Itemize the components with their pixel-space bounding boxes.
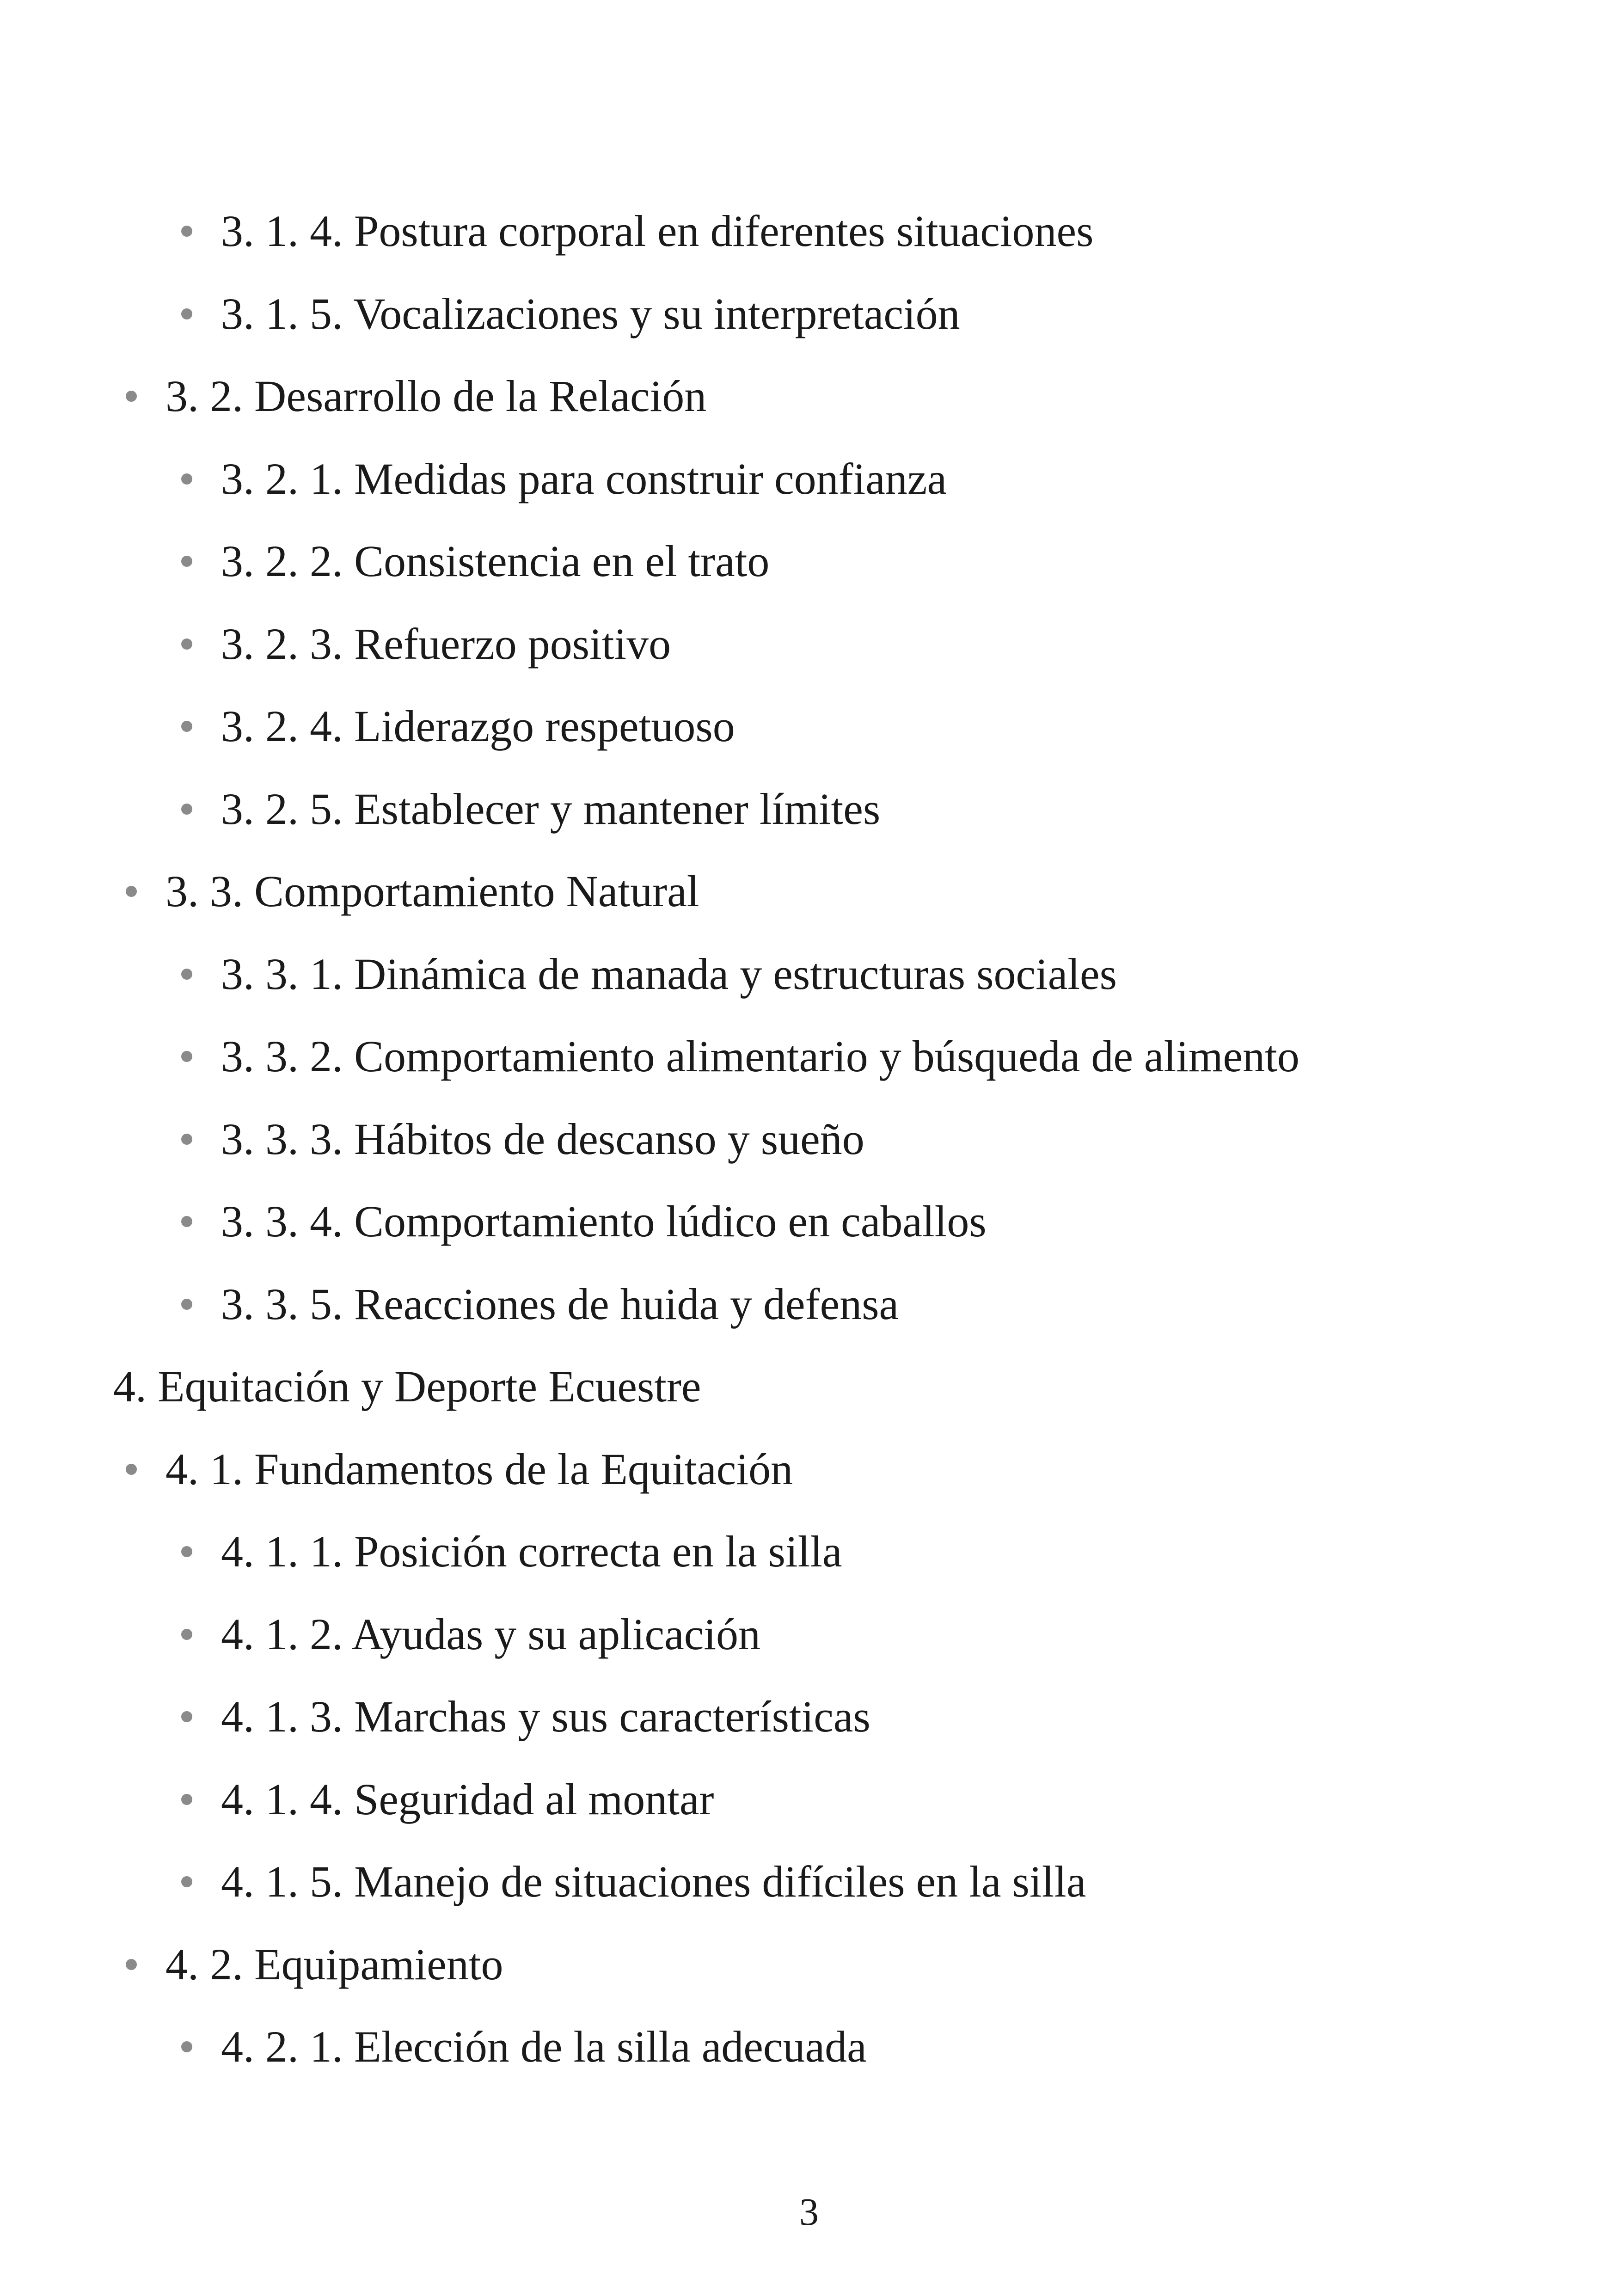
bullet-icon [181, 638, 192, 650]
toc-subsection-item [181, 699, 735, 754]
toc-section-item [126, 368, 706, 424]
toc-subsection-item [181, 534, 769, 589]
toc-entry-text: 4. 1. 3. Marchas y sus características [221, 1692, 870, 1741]
bullet-icon [181, 308, 192, 319]
toc-entry-text: 3. 2. 1. Medidas para construir confianza [221, 454, 947, 503]
toc-entry-text: 3. 2. 2. Consistencia en el trato [221, 536, 770, 586]
toc-entry-text: 3. 3. 4. Comportamiento lúdico en caballos [221, 1197, 987, 1246]
toc-entry-text: 3. 3. 3. Hábitos de descanso y sueño [221, 1114, 864, 1164]
toc-section-item [126, 1442, 793, 1497]
bullet-icon [181, 1051, 192, 1062]
bullet-icon [181, 1794, 192, 1805]
bullet-icon [181, 473, 192, 485]
toc-section-item [126, 1937, 503, 1992]
toc-subsection-item [181, 1689, 870, 1744]
toc-entry-text: 3. 2. 5. Establecer y mantener límites [221, 784, 881, 834]
toc-subsection-item [181, 616, 671, 672]
bullet-icon [181, 721, 192, 732]
toc-entry-text: 4. 1. 5. Manejo de situaciones difíciles en la silla [221, 1857, 1086, 1906]
bullet-icon [126, 1464, 137, 1475]
toc-subsection-item [181, 451, 947, 507]
toc-subsection-item [181, 1111, 864, 1167]
toc-chapter-heading [113, 1359, 701, 1414]
bullet-icon [181, 1299, 192, 1310]
bullet-icon [181, 226, 192, 237]
toc-entry-text: 3. 2. 3. Refuerzo positivo [221, 619, 671, 669]
bullet-icon [181, 1216, 192, 1227]
toc-section-item [126, 864, 699, 919]
toc-entry-text: 4. Equitación y Deporte Ecuestre [113, 1362, 701, 1411]
bullet-icon [181, 1876, 192, 1887]
toc-subsection-item [181, 1854, 1086, 1909]
toc-entry-text: 3. 3. 5. Reacciones de huida y defensa [221, 1279, 899, 1329]
toc-entry-text: 3. 3. 1. Dinámica de manada y estructuras sociales [221, 949, 1117, 999]
bullet-icon [126, 886, 137, 897]
toc-entry-text: 3. 2. Desarrollo de la Relación [165, 371, 707, 421]
toc-subsection-item [181, 1277, 899, 1332]
toc-entry-text: 4. 1. 4. Seguridad al montar [221, 1774, 714, 1824]
toc-subsection-item [181, 1607, 760, 1662]
bullet-icon [181, 556, 192, 567]
bullet-icon [181, 2041, 192, 2052]
toc-subsection-item [181, 946, 1117, 1002]
toc-subsection-item [181, 1524, 842, 1579]
toc-entry-text: 4. 2. 1. Elección de la silla adecuada [221, 2022, 867, 2071]
bullet-icon [181, 1546, 192, 1557]
toc-subsection-item [181, 1029, 1299, 1084]
bullet-icon [181, 804, 192, 815]
toc-subsection-item [181, 1772, 714, 1827]
bullet-icon [126, 391, 137, 402]
toc-subsection-item [181, 203, 1093, 259]
toc-entry-text: 3. 3. Comportamiento Natural [165, 866, 699, 916]
toc-entry-text: 3. 3. 2. Comportamiento alimentario y búsqueda de alimento [221, 1031, 1299, 1081]
toc-subsection-item [181, 2019, 867, 2075]
toc-entry-text: 3. 1. 5. Vocalizaciones y su interpretación [221, 289, 960, 338]
bullet-icon [181, 1629, 192, 1640]
bullet-icon [181, 1711, 192, 1722]
toc-subsection-item [181, 781, 880, 837]
bullet-icon [181, 969, 192, 980]
toc-entry-text: 4. 1. 1. Posición correcta en la silla [221, 1527, 842, 1576]
toc-entry-text: 4. 1. Fundamentos de la Equitación [165, 1444, 793, 1494]
page-number: 3 [799, 2191, 819, 2234]
toc-entry-text: 3. 1. 4. Postura corporal en diferentes situaciones [221, 206, 1094, 256]
toc-subsection-item [181, 286, 960, 342]
bullet-icon [126, 1959, 137, 1970]
toc-entry-text: 3. 2. 4. Liderazgo respetuoso [221, 701, 735, 751]
bullet-icon [181, 1134, 192, 1145]
toc-entry-text: 4. 1. 2. Ayudas y su aplicación [221, 1609, 760, 1659]
toc-subsection-item [181, 1194, 987, 1249]
toc-entry-text: 4. 2. Equipamiento [165, 1939, 503, 1989]
